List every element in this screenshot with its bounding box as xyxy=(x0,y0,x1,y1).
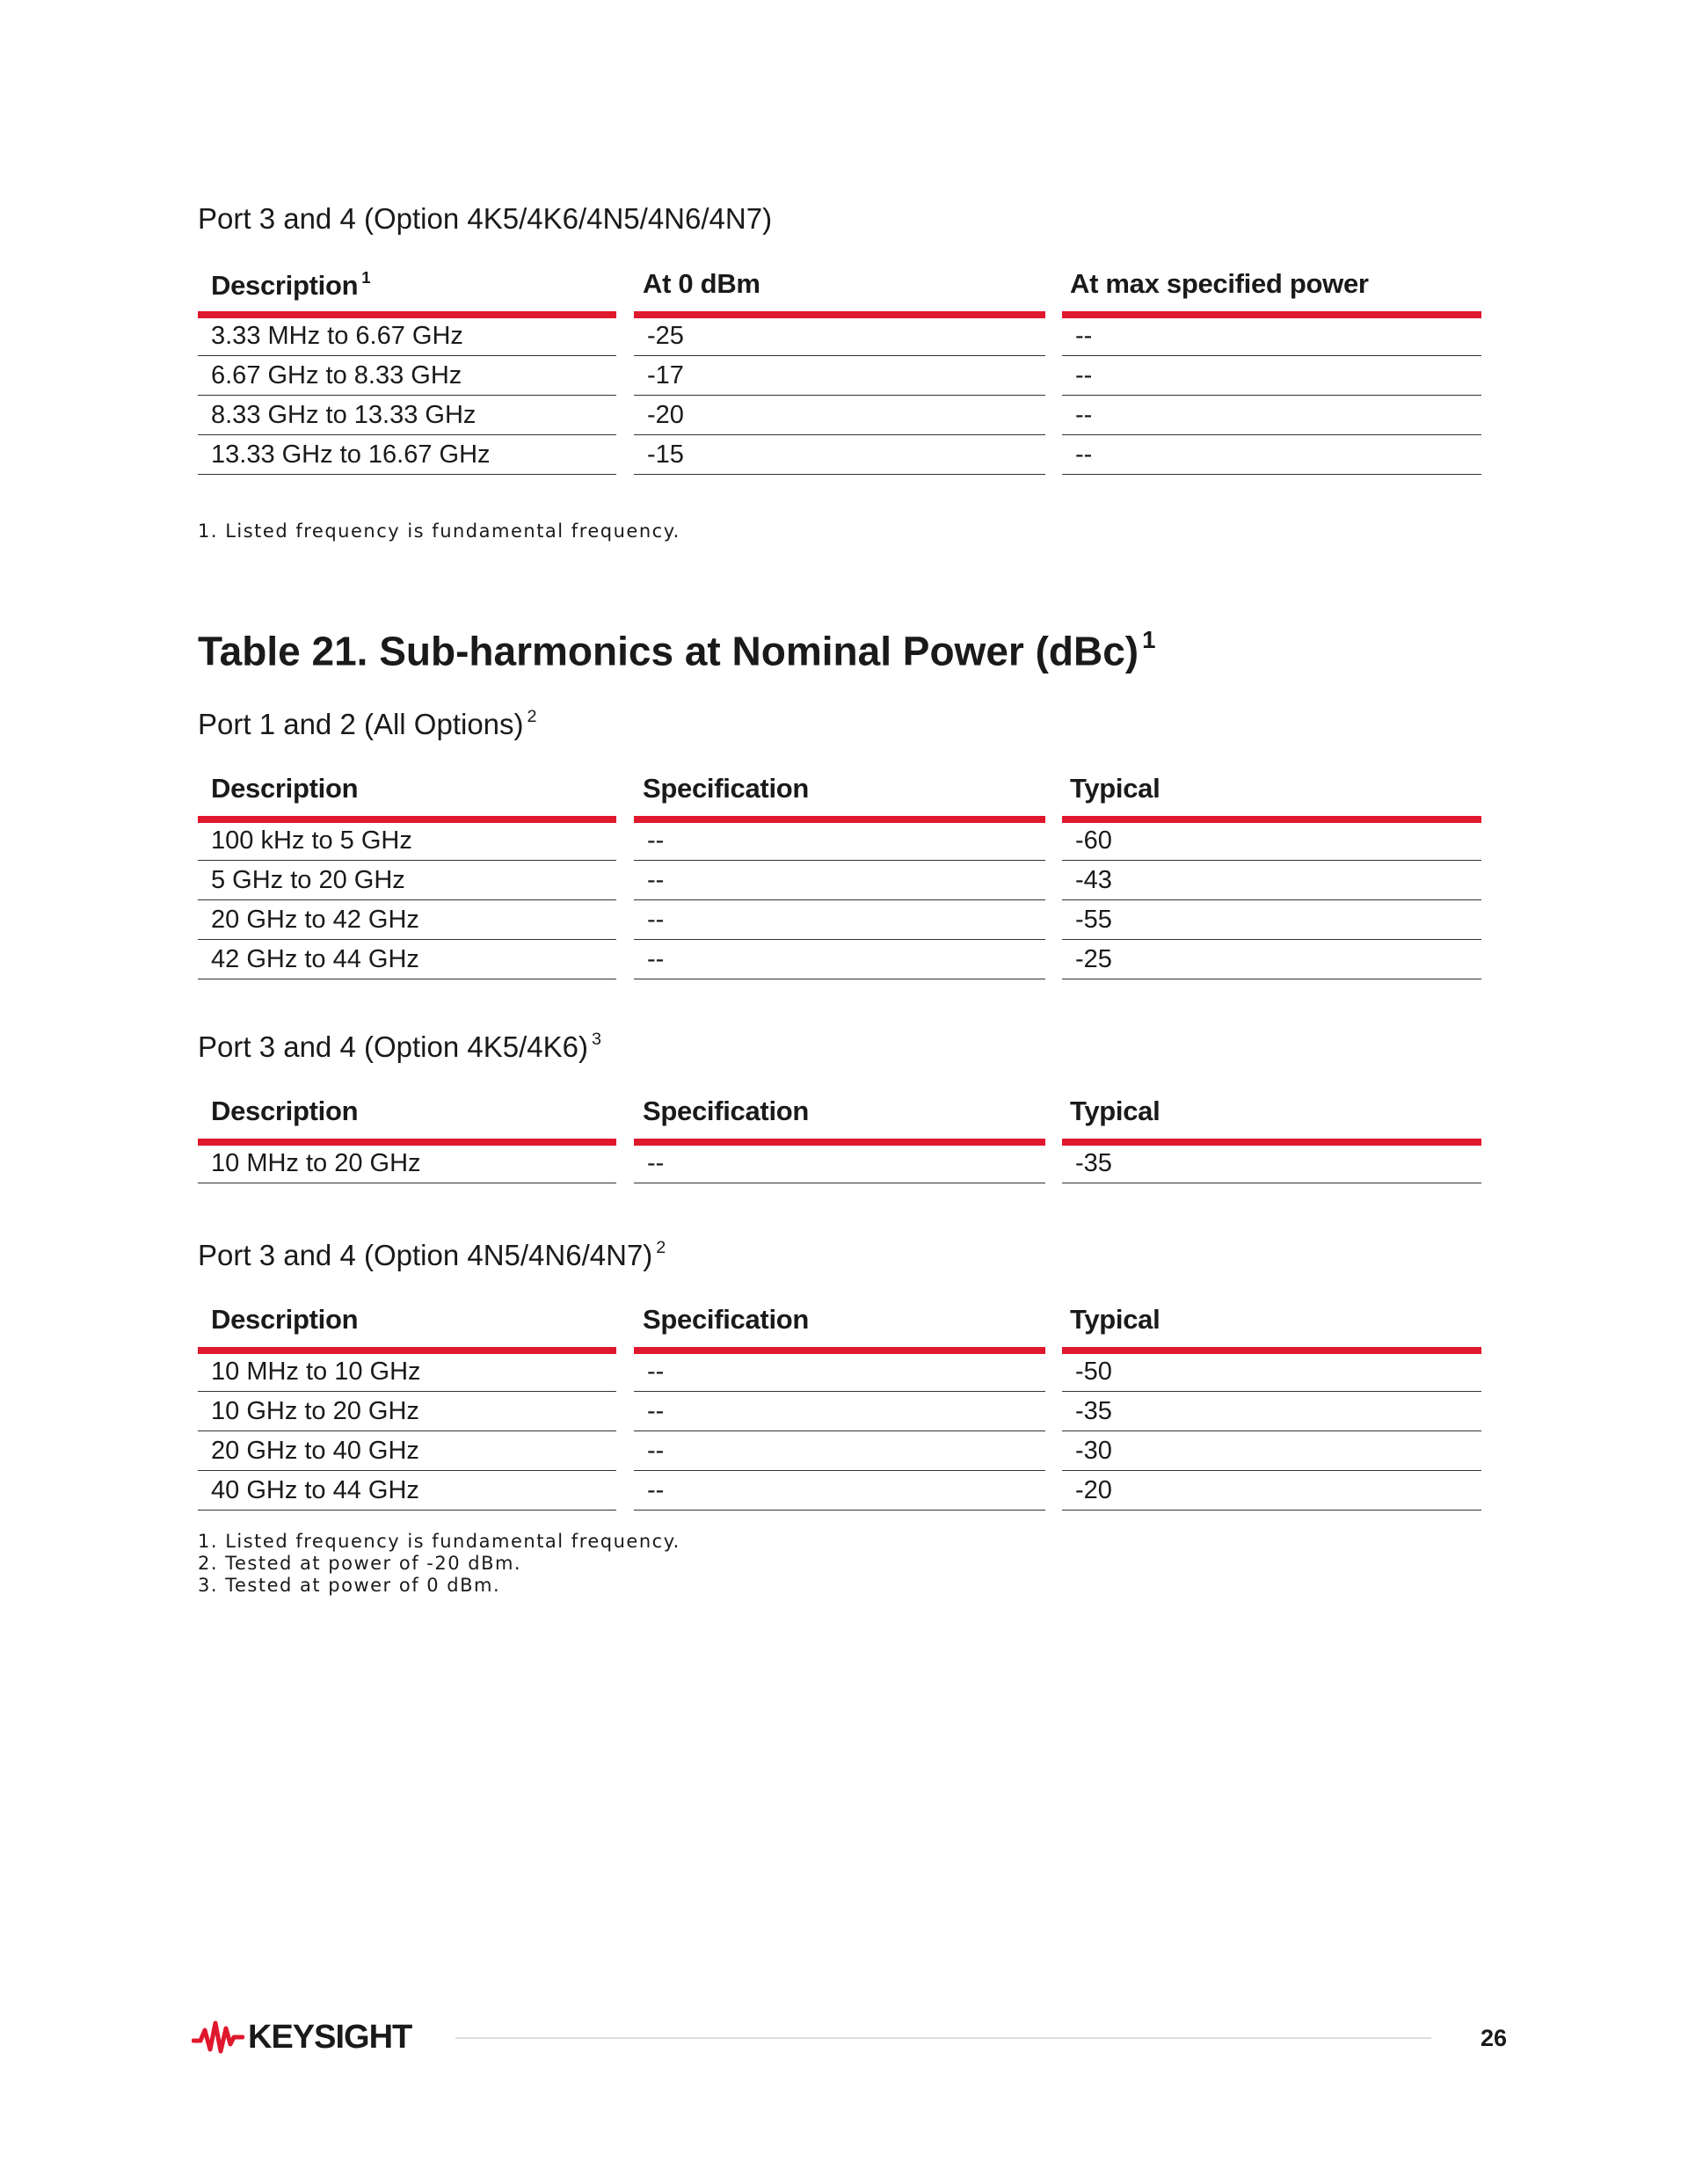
table-cell: -17 xyxy=(634,356,1045,396)
footnote: 1. Listed frequency is fundamental frequency. xyxy=(198,1531,680,1552)
table-cell: -30 xyxy=(1062,1431,1481,1471)
section-subtitle: Port 3 and 4 (Option 4K5/4K6/4N5/4N6/4N7) xyxy=(198,202,773,235)
table-header: Description xyxy=(211,1304,359,1335)
section-subtitle: Port 3 and 4 (Option 4K5/4K6) $^3$ xyxy=(198,1030,601,1063)
footnote: 2. Tested at power of -20 dBm. xyxy=(198,1553,522,1574)
table-cell: -25 xyxy=(1062,940,1481,979)
table-header: Specification xyxy=(643,1096,810,1126)
table-cell: -- xyxy=(634,1144,1045,1183)
table-cell: 3.33 MHz to 6.67 GHz xyxy=(198,317,616,356)
table-cell: 13.33 GHz to 16.67 GHz xyxy=(198,435,616,475)
table-cell: -- xyxy=(634,821,1045,861)
section-subtitle: Port 1 and 2 (All Options) $^2$ xyxy=(198,707,537,740)
keysight-logo xyxy=(192,2015,411,2059)
table-cell: -15 xyxy=(634,435,1045,475)
table-cell: -50 xyxy=(1062,1352,1481,1392)
table-cell: 42 GHz to 44 GHz xyxy=(198,940,616,979)
table-cell: -20 xyxy=(1062,1471,1481,1511)
section-subtitle: Port 3 and 4 (Option 4N5/4N6/4N7) $^2$ xyxy=(198,1238,666,1271)
footnote: 3. Tested at power of 0 dBm. xyxy=(198,1575,501,1596)
table-header: At max specified power xyxy=(1070,268,1369,299)
table-cell: -- xyxy=(634,900,1045,940)
table-cell: -55 xyxy=(1062,900,1481,940)
table-cell: 20 GHz to 40 GHz xyxy=(198,1431,616,1471)
table-cell: -- xyxy=(1062,356,1481,396)
table-header: Typical xyxy=(1070,1096,1160,1126)
table-header: Typical xyxy=(1070,773,1160,804)
table-cell: -- xyxy=(634,1471,1045,1511)
table-cell: -20 xyxy=(634,396,1045,435)
table-cell: -- xyxy=(634,1352,1045,1392)
table-cell: 6.67 GHz to 8.33 GHz xyxy=(198,356,616,396)
brand-name: KEYSIGHT xyxy=(248,2018,412,2056)
table-cell: -35 xyxy=(1062,1144,1481,1183)
table-header: Specification xyxy=(643,773,810,804)
table-cell: 10 GHz to 20 GHz xyxy=(198,1392,616,1431)
table-cell: 100 kHz to 5 GHz xyxy=(198,821,616,861)
table-cell: -35 xyxy=(1062,1392,1481,1431)
table-header: Description $^1$ xyxy=(211,268,371,302)
footnote: 1. Listed frequency is fundamental frequency. xyxy=(198,521,680,542)
table-title: Table 21. Sub-harmonics at Nominal Power (dBc) $^1$ xyxy=(198,626,1156,674)
table-cell: -- xyxy=(634,861,1045,900)
table-cell: -- xyxy=(1062,317,1481,356)
table-header: Typical xyxy=(1070,1304,1160,1335)
table-cell: 40 GHz to 44 GHz xyxy=(198,1471,616,1511)
table-header: At 0 dBm xyxy=(643,268,760,299)
footnotes xyxy=(198,1531,680,1597)
table-cell: -- xyxy=(1062,435,1481,475)
page-number: 26 xyxy=(1481,2025,1508,2051)
table-cell: 20 GHz to 42 GHz xyxy=(198,900,616,940)
table-header: Description xyxy=(211,773,359,804)
wave-icon xyxy=(192,2018,244,2057)
table-cell: -- xyxy=(634,1431,1045,1471)
table-cell: 10 MHz to 20 GHz xyxy=(198,1144,616,1183)
table-cell: -- xyxy=(634,940,1045,979)
table-header: Description xyxy=(211,1096,359,1126)
table-cell: -- xyxy=(1062,396,1481,435)
table-cell: -- xyxy=(634,1392,1045,1431)
table-cell: 8.33 GHz to 13.33 GHz xyxy=(198,396,616,435)
table-cell: -43 xyxy=(1062,861,1481,900)
table-cell: -25 xyxy=(634,317,1045,356)
table-cell: -60 xyxy=(1062,821,1481,861)
table-header: Specification xyxy=(643,1304,810,1335)
table-cell: 5 GHz to 20 GHz xyxy=(198,861,616,900)
table-cell: 10 MHz to 10 GHz xyxy=(198,1352,616,1392)
footer-divider xyxy=(455,2037,1431,2039)
